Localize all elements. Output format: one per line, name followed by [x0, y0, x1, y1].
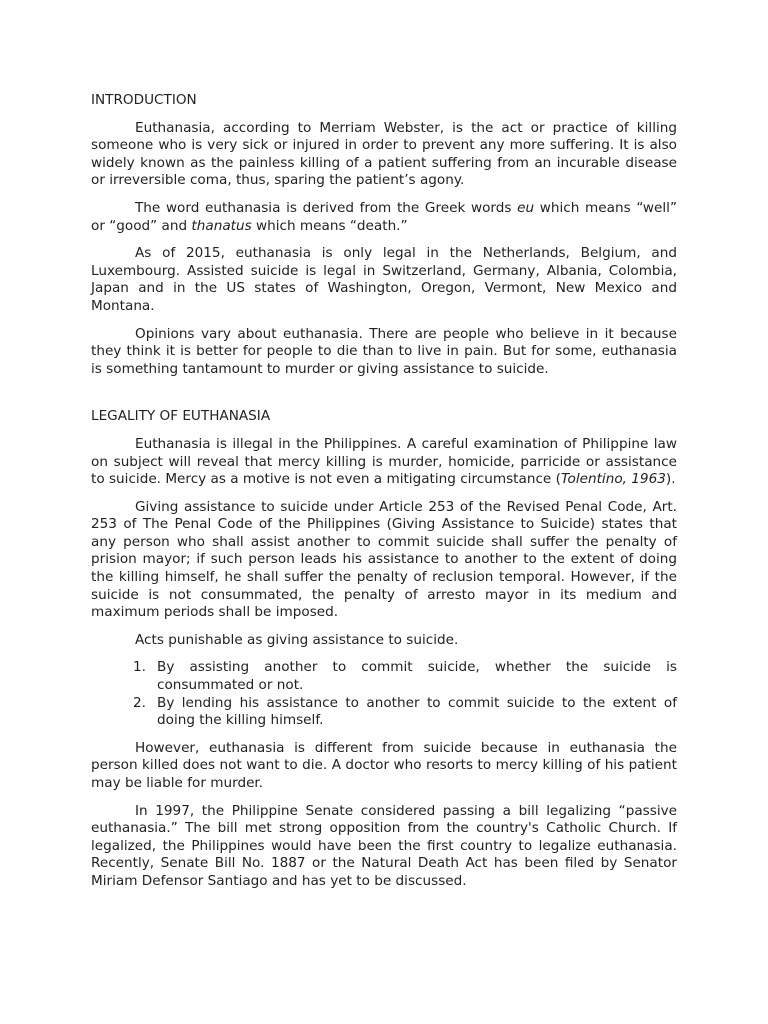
paragraph-article-253: Giving assistance to suicide under Article 253 of the Revised Penal Code, Art. 253 of The Penal Code of the Philippines (Giving Assistance to Suicide) states that any person who shall assist another to commit suicide shall suffer the penalty of prision mayor; if such person leads his assistance to another to the extent of doing the killing himself, he shall suffer the penalty of reclusion temporal. However, if the suicide is not consummated, the penalty of arresto mayor in its medium and maximum periods shall be imposed.: [91, 498, 677, 621]
greek-word-eu: eu: [517, 199, 535, 216]
section-heading-introduction: INTRODUCTION: [91, 92, 197, 108]
etymology-text-1: The word euthanasia is derived from the Greek words: [135, 199, 518, 216]
paragraph-opinions: Opinions vary about euthanasia. There are people who believe in it because they think it is better for people to die than to live in pain. But for some, euthanasia is something tantamount to murder or giving assistance to suicide.: [91, 325, 677, 377]
document-page: [91, 92, 677, 901]
list-item-text: By lending his assistance to another to commit suicide to the extent of doing the killing himself.: [157, 694, 677, 729]
paragraph-legal-countries: As of 2015, euthanasia is only legal in the Netherlands, Belgium, and Luxembourg. Assisted suicide is legal in Switzerland, Germany, Albania, Colombia, Japan and in the US states of Washington, Oregon, Vermont, New Mexico and Montana.: [91, 245, 677, 314]
illegal-text-2: ).: [665, 471, 676, 488]
paragraph-difference: However, euthanasia is different from suicide because in euthanasia the person killed does not want to die. A doctor who resorts to mercy killing of his patient may be liable for murder.: [91, 739, 677, 791]
paragraph-etymology: [91, 200, 677, 235]
list-item-number: 1.: [133, 659, 146, 676]
illegal-text-1: Euthanasia is illegal in the Philippines. A careful examination of Philippine law on subject will reveal that mercy killing is murder, homicide, parricide or assistance to suicide. Mercy as a motive is not even a mitigating circumstance (: [91, 435, 677, 488]
paragraph-definition: Euthanasia, according to Merriam Webster, is the act or practice of killing someone who is very sick or injured in order to prevent any more suffering. It is also widely known as the painless killing of a patient suffering from an incurable disease or irreversible coma, thus, sparing the patient’s agony.: [91, 119, 677, 189]
acts-list: [91, 659, 677, 729]
etymology-text-3: which means “death.”: [251, 217, 408, 234]
paragraph-acts-intro: Acts punishable as giving assistance to suicide.: [135, 631, 459, 648]
list-item-text: By assisting another to commit suicide, whether the suicide is consummated or not.: [157, 659, 677, 694]
list-item: [133, 694, 677, 730]
section-heading-legality: LEGALITY OF EUTHANASIA: [91, 408, 271, 425]
list-item-number: 2.: [133, 694, 146, 711]
greek-word-thanatus: thanatus: [191, 217, 252, 234]
paragraph-illegal-philippines: [91, 436, 677, 489]
etymology-text-2: which means “well” or “good” and: [91, 199, 677, 234]
list-item: [133, 659, 677, 694]
paragraph-senate-bill: In 1997, the Philippine Senate considered passing a bill legalizing “passive euthanasia.” The bill met strong opposition from the country's Catholic Church. If legalized, the Philippines would have been the first country to legalize euthanasia. Recently, Senate Bill No. 1887 or the Natural Death Act has been filed by Senator Miriam Defensor Santiago and has yet to be discussed.: [91, 802, 677, 889]
citation-tolentino: Tolentino, 1963: [560, 471, 666, 488]
